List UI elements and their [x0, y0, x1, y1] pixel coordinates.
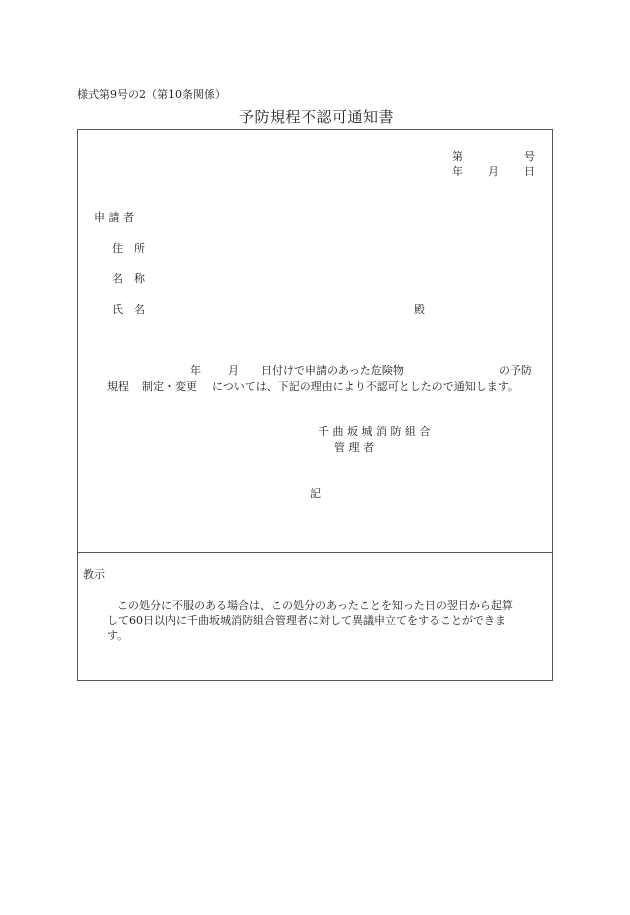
date-day: 日 [524, 165, 535, 178]
document-title: 予防規程不認可通知書 [239, 108, 395, 126]
address-label: 住 所 [112, 242, 145, 255]
person-label: 氏 名 [112, 303, 145, 316]
date-year: 年 [452, 165, 463, 178]
body-line2-options: 制定・変更 [142, 380, 197, 393]
body-line1-mid: 日付けで申請のあった危険物 [261, 364, 404, 377]
form-reference: 様式第9号の2（第10条関係） [77, 88, 226, 101]
name-label: 名 称 [112, 272, 145, 285]
notice-line1: この処分に不服のある場合は、この処分のあったことを知った日の翌日から起算 [117, 599, 513, 612]
ki-mark: 記 [310, 487, 321, 500]
notice-label: 教示 [83, 568, 105, 581]
notice-line2: して60日以内に千曲坂城消防組合管理者に対して異議申立てをすることができま [107, 614, 506, 627]
date-month: 月 [488, 165, 499, 178]
body-line2-start: 規程 [107, 380, 129, 393]
issuer-title: 管 理 者 [334, 441, 374, 454]
honorific: 殿 [414, 303, 425, 316]
number-suffix: 号 [524, 150, 535, 163]
body-year: 年 [190, 364, 201, 377]
number-prefix: 第 [452, 150, 463, 163]
body-line2-rest: については、下記の理由により不認可としたので通知します。 [212, 380, 519, 393]
applicant-label: 申 請 者 [94, 211, 134, 224]
body-line1-end: の予防 [499, 364, 532, 377]
issuer-org: 千 曲 坂 城 消 防 組 合 [318, 425, 431, 438]
notice-line3: す。 [107, 629, 129, 642]
body-month: 月 [228, 364, 239, 377]
